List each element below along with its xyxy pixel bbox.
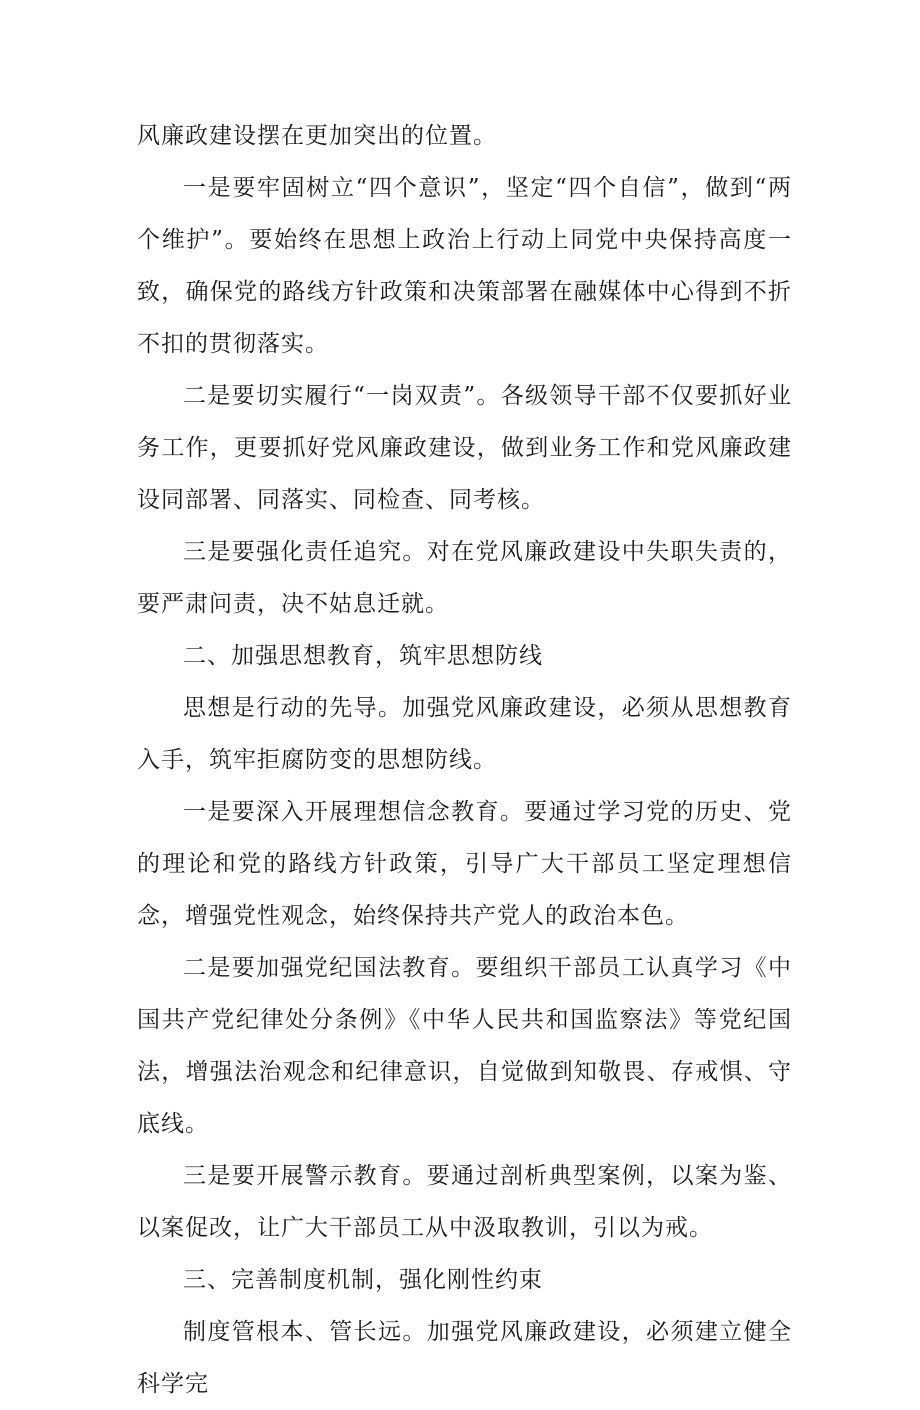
paragraph: 三是要强化责任追究。对在党风廉政建设中失职失责的，要严肃问责，决不姑息迁就。	[137, 539, 792, 617]
paragraph: 一是要牢固树立“四个意识”，坚定“四个自信”，做到“两个维护”。要始终在思想上政治上行动上同党中央保持高度一致，确保党的路线方针政策和决策部署在融媒体中心得到不折不扣的贯彻落实。	[137, 175, 792, 357]
paragraph: 三是要开展警示教育。要通过剖析典型案例，以案为鉴、以案促改，让广大干部员工从中汲取教训，引以为戒。	[137, 1163, 792, 1241]
paragraph: 二是要加强党纪国法教育。要组织干部员工认真学习《中国共产党纪律处分条例》《中华人民共和国监察法》等党纪国法，增强法治观念和纪律意识，自觉做到知敬畏、存戒惧、守底线。	[137, 955, 792, 1137]
section-heading: 二、加强思想教育，筑牢思想防线	[183, 643, 543, 669]
document-body	[137, 110, 792, 1410]
paragraph: 风廉政建设摆在更加突出的位置。	[137, 123, 497, 149]
section-heading: 三、完善制度机制，强化刚性约束	[183, 1267, 543, 1293]
paragraph: 思想是行动的先导。加强党风廉政建设，必须从思想教育入手，筑牢拒腐防变的思想防线。	[137, 695, 792, 773]
paragraph: 制度管根本、管长远。加强党风廉政建设，必须建立健全科学完	[137, 1319, 792, 1397]
paragraph: 二是要切实履行“一岗双责”。各级领导干部不仅要抓好业务工作，更要抓好党风廉政建设，做到业务工作和党风廉政建设同部署、同落实、同检查、同考核。	[137, 383, 792, 513]
paragraph: 一是要深入开展理想信念教育。要通过学习党的历史、党的理论和党的路线方针政策，引导广大干部员工坚定理想信念，增强党性观念，始终保持共产党人的政治本色。	[137, 799, 792, 929]
